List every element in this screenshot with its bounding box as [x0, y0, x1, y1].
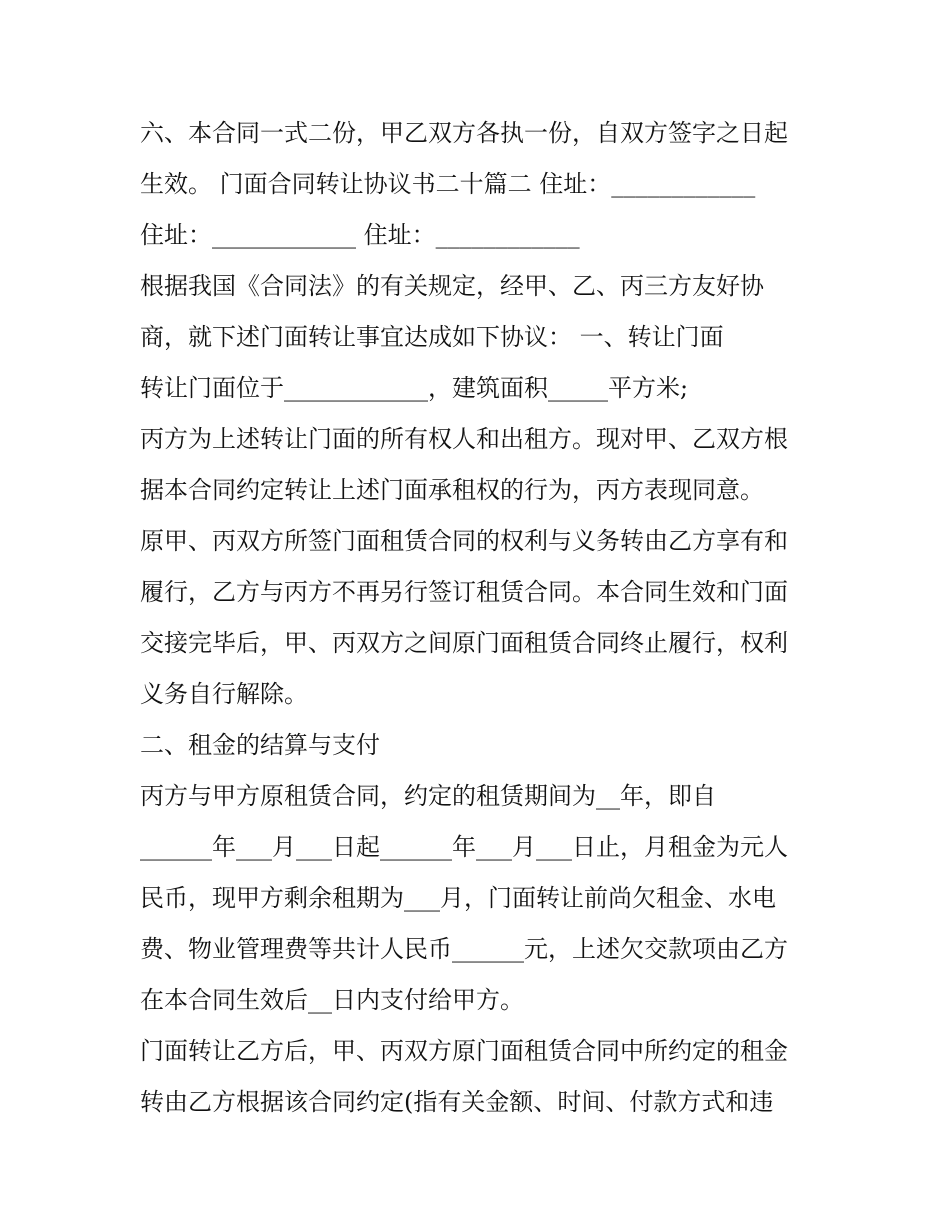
text-line: 民币，现甲方剩余租期为___月，门面转让前尚欠租金、水电	[140, 884, 776, 912]
contract-text	[140, 108, 820, 1128]
text-line: 六、本合同一式二份，甲乙双方各执一份，自双方签字之日起	[140, 119, 788, 147]
text-line: 转由乙方根据该合同约定(指有关金额、时间、付款方式和违	[140, 1088, 774, 1116]
section-heading: 二、租金的结算与支付	[140, 731, 380, 759]
text-line: 转让门面位于____________，建筑面积_____平方米;	[140, 374, 689, 402]
text-line: 生效。 门面合同转让协议书二十篇二 住址：____________	[140, 170, 756, 198]
text-line: ______年___月___日起______年___月___日止，月租金为元人	[140, 833, 788, 861]
text-line: 据本合同约定转让上述门面承租权的行为，丙方表现同意。	[140, 476, 764, 504]
text-line: 根据我国《合同法》的有关规定，经甲、乙、丙三方友好协	[140, 272, 764, 300]
text-line: 在本合同生效后__日内支付给甲方。	[140, 986, 524, 1014]
text-line: 丙方为上述转让门面的所有权人和出租方。现对甲、乙双方根	[140, 425, 788, 453]
text-line: 义务自行解除。	[140, 680, 308, 708]
text-line: 门面转让乙方后，甲、丙双方原门面租赁合同中所约定的租金	[140, 1037, 788, 1065]
text-line: 交接完毕后，甲、丙双方之间原门面租赁合同终止履行，权利	[140, 629, 788, 657]
text-line: 费、物业管理费等共计人民币______元，上述欠交款项由乙方	[140, 935, 788, 963]
text-line: 丙方与甲方原租赁合同，约定的租赁期间为__年，即自	[140, 782, 716, 810]
text-line: 履行，乙方与丙方不再另行签订租赁合同。本合同生效和门面	[140, 578, 788, 606]
text-line: 住址：____________ 住址：____________	[140, 221, 580, 249]
text-line: 商，就下述门面转让事宜达成如下协议： 一、转让门面	[140, 323, 724, 351]
text-line: 原甲、丙双方所签门面租赁合同的权利与义务转由乙方享有和	[140, 527, 788, 555]
